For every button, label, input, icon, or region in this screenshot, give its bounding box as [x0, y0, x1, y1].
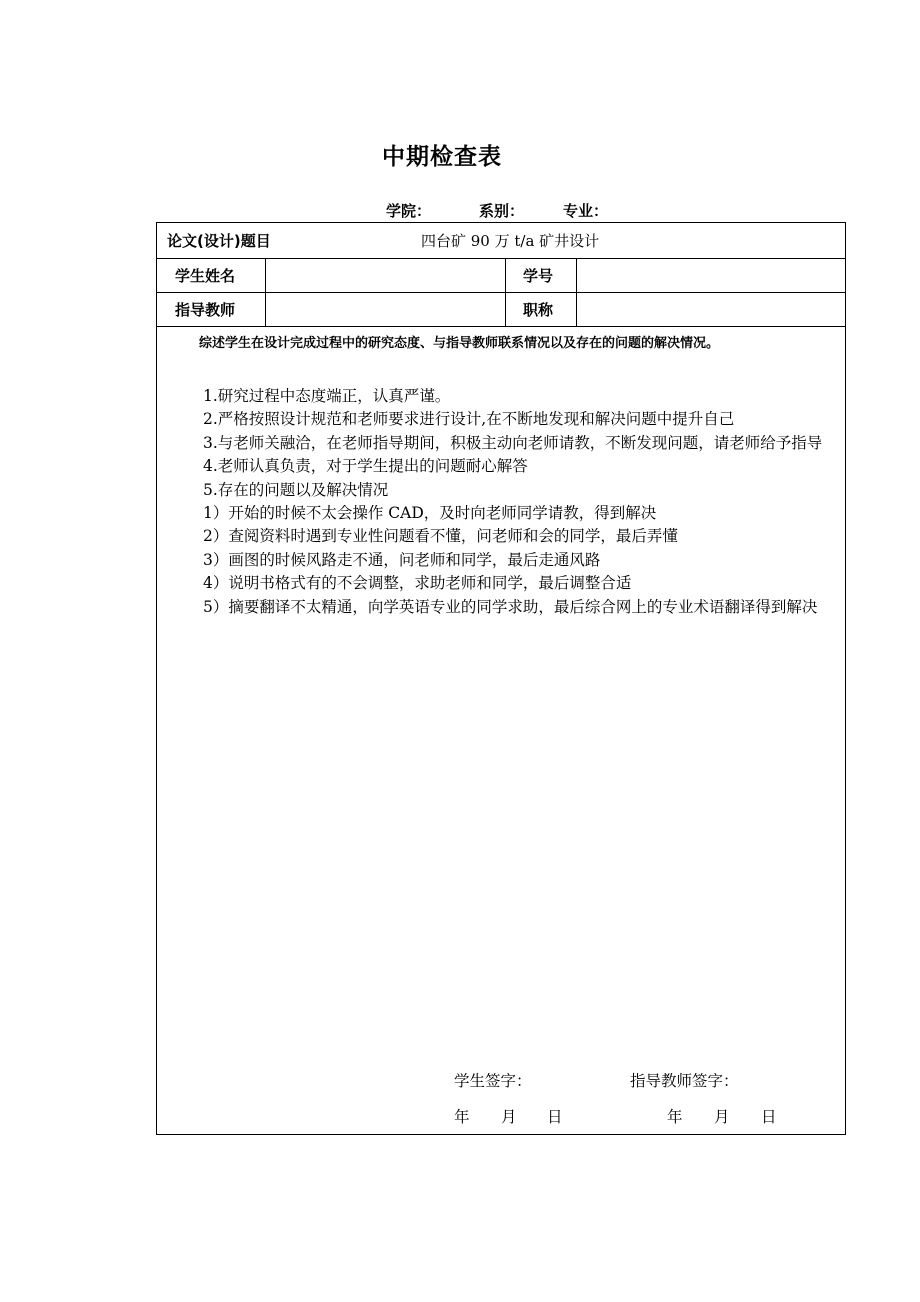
header-meta — [0, 200, 920, 222]
summary-line: 5.存在的问题以及解决情况 — [203, 480, 389, 499]
department-label: 系别： — [479, 202, 525, 220]
college-label: 学院： — [386, 202, 432, 220]
row-divider — [157, 258, 845, 259]
summary-line: 3）画图的时候风路走不通，问老师和同学，最后走通风路 — [203, 550, 601, 569]
advisor-signature-label: 指导教师签字： — [630, 1072, 739, 1090]
row-divider — [157, 326, 845, 327]
summary-line: 3.与老师关融洽，在老师指导期间，积极主动向老师请教，不断发现问题，请老师给予指导 — [203, 433, 823, 452]
summary-prompt: 综述学生在设计完成过程中的研究态度、与指导教师联系情况以及存在的问题的解决情况。 — [199, 336, 720, 351]
student-date-day: 日 — [547, 1108, 563, 1126]
column-divider — [576, 258, 577, 326]
column-divider — [505, 258, 506, 326]
summary-line: 1.研究过程中态度端正，认真严谨。 — [203, 387, 451, 405]
advisor-date-month: 月 — [714, 1108, 730, 1126]
summary-content — [165, 385, 841, 619]
summary-line: 2.严格按照设计规范和老师要求进行设计,在不断地发现和解决问题中提升自己 — [203, 410, 735, 429]
summary-line: 2）查阅资料时遇到专业性问题看不懂，问老师和会的同学，最后弄懂 — [203, 527, 678, 546]
student-id-field[interactable] — [580, 260, 842, 290]
advisor-label: 指导教师 — [175, 301, 236, 319]
student-name-field[interactable] — [269, 260, 501, 290]
summary-line: 4.老师认真负责，对于学生提出的问题耐心解答 — [203, 457, 528, 476]
advisor-title-label: 职称 — [523, 301, 554, 319]
inspection-form — [156, 222, 846, 1135]
student-name-label: 学生姓名 — [175, 267, 236, 285]
advisor-field[interactable] — [269, 294, 501, 324]
thesis-title-label: 论文(设计)题目 — [167, 232, 271, 250]
summary-line: 1）开始的时候不太会操作 CAD，及时向老师同学请教，得到解决 — [203, 504, 657, 523]
page-title: 中期检查表 — [382, 144, 502, 170]
student-id-label: 学号 — [523, 267, 554, 285]
student-date-month: 月 — [501, 1108, 517, 1126]
summary-line: 5）摘要翻译不太精通，向学英语专业的同学求助，最后综合网上的专业术语翻译得到解决 — [203, 597, 818, 616]
major-label: 专业： — [563, 202, 609, 220]
advisor-date-day: 日 — [761, 1108, 777, 1126]
advisor-date-year: 年 — [667, 1108, 683, 1126]
summary-line: 4）说明书格式有的不会调整，求助老师和同学，最后调整合适 — [203, 574, 632, 593]
thesis-title-value: 四台矿 90 万 t/a 矿井设计 — [421, 232, 600, 250]
student-date-year: 年 — [454, 1108, 470, 1126]
column-divider — [265, 258, 266, 326]
student-signature-label: 学生签字： — [454, 1072, 532, 1090]
advisor-title-field[interactable] — [580, 294, 842, 324]
row-divider — [157, 292, 845, 293]
